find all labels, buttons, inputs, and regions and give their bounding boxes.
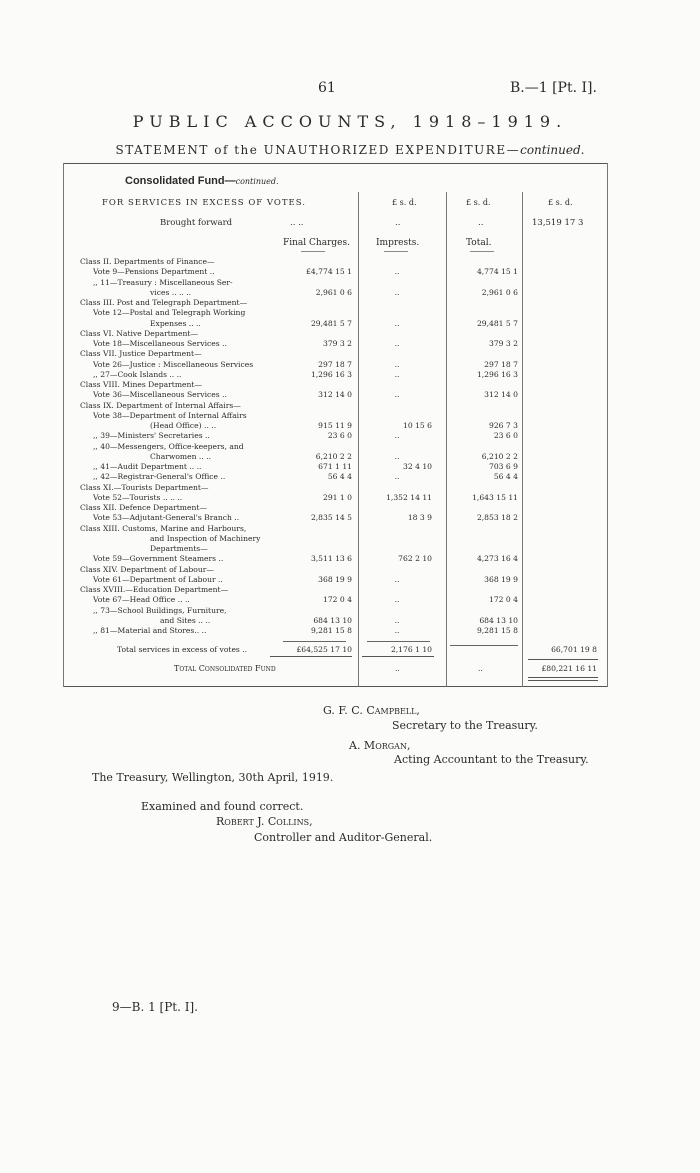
row-label: ,, 27—Cook Islands .. .. xyxy=(93,369,182,379)
row-label: Class VIII. Mines Department— xyxy=(80,380,203,389)
grand-total-dots-total: .. xyxy=(478,664,483,673)
row-label: Vote 36—Miscellaneous Services .. xyxy=(93,390,227,400)
row-imprests: .. xyxy=(394,359,400,369)
section-title-continued: continued. xyxy=(235,177,279,186)
row-final-charges: 291 1 0 xyxy=(323,492,352,502)
row-imprests: .. xyxy=(394,318,400,328)
signatory-3-title: Controller and Auditor-General. xyxy=(254,831,433,844)
row-imprests: .. xyxy=(394,595,400,605)
place-and-date: The Treasury, Wellington, 30th April, 1919. xyxy=(92,771,334,784)
total-imprests: 2,176 1 10 xyxy=(390,645,432,654)
column-final-charges: Final Charges. xyxy=(283,238,350,248)
row-label: Class XIII. Customs, Marine and Harbours, xyxy=(80,523,247,533)
row-imprests: .. xyxy=(394,390,400,400)
signatory-1-title: Secretary to the Treasury. xyxy=(392,719,538,732)
statement-subtitle xyxy=(0,143,700,157)
row-label: ,, 40—Messengers, Office-keepers, and xyxy=(93,441,244,451)
row-total: 4,774 15 1 xyxy=(476,267,518,277)
row-label: Class XIV. Department of Labour— xyxy=(80,564,214,574)
row-label: Vote 26—Justice : Miscellaneous Services xyxy=(93,359,254,369)
examined-statement: Examined and found correct. xyxy=(141,800,304,813)
row-final-charges: 172 0 4 xyxy=(323,595,352,605)
row-label: Class IX. Department of Internal Affairs— xyxy=(80,400,241,410)
grand-total-label: Total Consolidated Fund xyxy=(174,664,276,673)
page-number: 61 xyxy=(318,80,336,96)
currency-imprests: £ s. d. xyxy=(392,198,417,207)
row-label: Vote 12—Postal and Telegraph Working xyxy=(93,308,246,318)
row-label: and Sites .. .. xyxy=(160,615,211,625)
row-label: Class XII. Defence Department— xyxy=(80,503,208,512)
row-imprests: 10 15 6 xyxy=(403,421,432,430)
row-label: Vote 67—Head Office .. .. xyxy=(93,595,190,605)
brought-forward-amount: 13,519 17 3 xyxy=(532,218,584,228)
row-imprests: .. xyxy=(394,287,400,297)
row-total: 2,853 18 2 xyxy=(476,513,518,523)
row-total: 1,643 15 11 xyxy=(472,492,518,502)
row-imprests: .. xyxy=(394,574,400,584)
brought-forward-dots-total: .. xyxy=(478,218,484,228)
row-label: ,, 73—School Buildings, Furniture, xyxy=(93,605,227,615)
row-label: Class VII. Justice Department— xyxy=(80,349,202,359)
row-label: ,, 42—Registrar-General's Office .. xyxy=(93,472,226,482)
currency-total: £ s. d. xyxy=(466,198,491,207)
row-label: Class II. Departments of Finance— xyxy=(80,257,215,266)
row-final-charges: 312 14 0 xyxy=(318,390,352,400)
row-label: Vote 61—Department of Labour .. xyxy=(93,574,223,584)
row-final-charges: 915 11 9 xyxy=(318,421,352,430)
row-label: Class VI. Native Department— xyxy=(80,328,199,338)
row-total: 1,296 16 3 xyxy=(476,369,518,379)
row-label: Vote 52—Tourists .. .. .. xyxy=(93,492,183,502)
page-title: PUBLIC ACCOUNTS, 1918–1919. xyxy=(132,112,568,131)
row-imprests: .. xyxy=(394,451,400,461)
row-label: (Head Office) .. .. xyxy=(150,421,217,430)
row-final-charges: 29,481 5 7 xyxy=(310,318,352,328)
row-final-charges: 671 1 11 xyxy=(318,462,352,471)
document-reference: B.—1 [Pt. I]. xyxy=(510,80,597,96)
row-label: Class XVIII.—Education Department— xyxy=(80,585,229,594)
row-label: Class III. Post and Telegraph Department— xyxy=(80,298,248,307)
row-total: 23 6 0 xyxy=(493,431,518,441)
signatory-1-name: G. F. C. Campbell, xyxy=(323,704,420,717)
row-total: 172 0 4 xyxy=(489,595,518,605)
row-final-charges: 297 18 7 xyxy=(318,359,352,369)
row-imprests: .. xyxy=(394,431,400,441)
grand-total-dots-imprests: .. xyxy=(395,664,400,673)
row-total: 684 13 10 xyxy=(479,615,518,625)
row-final-charges: 6,210 2 2 xyxy=(315,451,352,461)
row-total: 2,961 0 6 xyxy=(481,287,518,297)
row-final-charges: 1,296 16 3 xyxy=(310,369,352,379)
grand-total-amount: £80,221 16 11 xyxy=(541,664,597,673)
row-imprests: .. xyxy=(394,472,400,482)
row-total: 297 18 7 xyxy=(484,359,518,369)
row-label: Expenses .. .. xyxy=(150,318,201,328)
row-total: 29,481 5 7 xyxy=(476,318,518,328)
row-final-charges: 23 6 0 xyxy=(327,431,352,441)
row-label: Vote 18—Miscellaneous Services .. xyxy=(93,339,227,348)
total-final-charges: £64,525 17 10 xyxy=(296,645,352,654)
row-final-charges: 2,835 14 5 xyxy=(310,513,352,523)
row-label: ,, 81—Material and Stores.. .. xyxy=(93,626,207,635)
row-label: Vote 53—Adjutant-General's Branch .. xyxy=(93,513,240,523)
row-label: Vote 38—Department of Internal Affairs xyxy=(93,410,247,420)
row-imprests: .. xyxy=(394,339,400,348)
row-imprests: 32 4 10 xyxy=(403,462,432,471)
row-label: Class XI.—Tourists Department— xyxy=(80,482,209,492)
row-label: Vote 59—Government Steamers .. xyxy=(93,554,224,564)
row-label: ,, 39—Ministers' Secretaries .. xyxy=(93,431,210,441)
row-final-charges: 684 13 10 xyxy=(313,615,352,625)
row-total: 379 3 2 xyxy=(489,339,518,348)
row-final-charges: £4,774 15 1 xyxy=(306,267,352,277)
row-total: 312 14 0 xyxy=(484,390,518,400)
row-imprests: 18 3 9 xyxy=(407,513,432,523)
row-final-charges: 3,511 13 6 xyxy=(310,554,352,564)
row-final-charges: 379 3 2 xyxy=(323,339,352,348)
row-total: 9,281 15 8 xyxy=(476,626,518,635)
column-total: Total. xyxy=(466,238,492,248)
row-imprests: 1,352 14 11 xyxy=(386,492,432,502)
services-heading: FOR SERVICES IN EXCESS OF VOTES. xyxy=(102,198,306,208)
row-label: Vote 9—Pensions Department .. xyxy=(93,267,215,277)
row-label: ,, 11—Treasury : Miscellaneous Ser- xyxy=(93,277,233,287)
currency-grand: £ s. d. xyxy=(548,198,573,207)
row-label: ,, 41—Audit Department .. .. xyxy=(93,462,202,471)
column-imprests: Imprests. xyxy=(376,238,420,248)
total-services-amount: 66,701 19 8 xyxy=(551,645,597,654)
row-final-charges: 9,281 15 8 xyxy=(310,626,352,635)
row-total: 6,210 2 2 xyxy=(481,451,518,461)
section-title-main: Consolidated Fund— xyxy=(125,175,236,187)
row-imprests: 762 2 10 xyxy=(398,554,432,564)
subtitle-continued: continued. xyxy=(520,143,585,157)
brought-forward-dots: .. .. xyxy=(290,218,304,228)
row-label: Charwomen .. .. xyxy=(150,451,211,461)
row-label: vices .. .. .. xyxy=(150,287,192,297)
row-label: Departments— xyxy=(150,544,208,553)
row-imprests: .. xyxy=(394,369,400,379)
signatory-2-title: Acting Accountant to the Treasury. xyxy=(394,753,589,766)
row-imprests: .. xyxy=(394,267,400,277)
row-imprests: .. xyxy=(394,626,400,635)
row-imprests: .. xyxy=(394,615,400,625)
row-total: 368 19 9 xyxy=(484,574,518,584)
subtitle-main: STATEMENT of the UNAUTHORIZED EXPENDITURE— xyxy=(115,143,521,157)
total-services-label: Total services in excess of votes .. xyxy=(117,645,248,654)
footer-reference: 9—B. 1 [Pt. I]. xyxy=(112,1000,198,1014)
row-total: 703 6 9 xyxy=(489,462,518,471)
row-label: and Inspection of Machinery xyxy=(150,533,261,543)
signatory-3-name: Robert J. Collins, xyxy=(216,815,313,828)
row-final-charges: 2,961 0 6 xyxy=(315,287,352,297)
brought-forward-dots-imprests: .. xyxy=(395,218,401,228)
row-total: 926 7 3 xyxy=(489,421,518,430)
row-total: 4,273 16 4 xyxy=(476,554,518,564)
signatory-2-name: A. Morgan, xyxy=(349,739,411,752)
brought-forward-label: Brought forward xyxy=(160,218,233,228)
row-total: 56 4 4 xyxy=(493,472,518,482)
row-final-charges: 368 19 9 xyxy=(318,574,352,584)
row-final-charges: 56 4 4 xyxy=(327,472,352,482)
section-title xyxy=(125,175,279,187)
